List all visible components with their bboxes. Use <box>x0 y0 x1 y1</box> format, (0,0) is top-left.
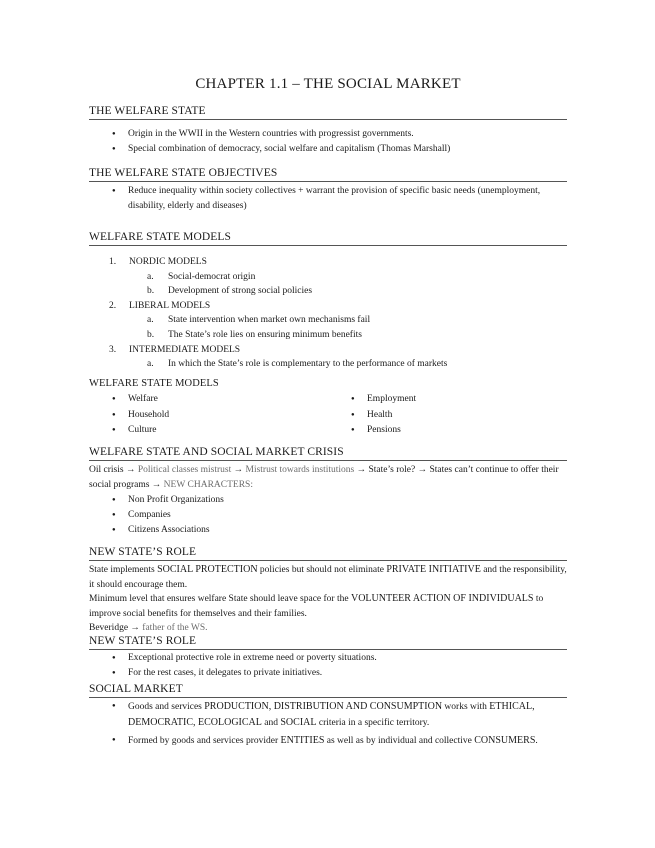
arrow-icon: → <box>125 465 136 475</box>
sub-text: Development of strong social policies <box>168 286 313 297</box>
sub-item <box>89 284 567 299</box>
arrow-icon: → <box>233 465 244 475</box>
sub-item <box>89 313 567 328</box>
list-item: ● Employment <box>328 392 567 408</box>
text: . <box>535 736 538 746</box>
arrow-icon: → <box>417 465 428 475</box>
text: policies but should not eliminate <box>257 565 387 575</box>
bullet-list <box>89 127 567 157</box>
text: Goods and services <box>128 702 205 712</box>
text-emphasis: SOCIAL PROTECTION <box>157 564 258 575</box>
text: as well as by individual and collective <box>324 736 475 746</box>
sub-list <box>129 313 567 342</box>
list-item: ● Culture <box>89 423 328 439</box>
text: works with <box>442 702 490 712</box>
sub-text: Social-democrat origin <box>168 271 256 282</box>
paragraph <box>89 563 567 592</box>
section-new-role <box>89 545 567 636</box>
list-item: ● Health <box>328 408 567 424</box>
list-item <box>89 733 567 749</box>
text: State implements <box>89 565 158 575</box>
section-welfare-state <box>89 104 567 157</box>
crisis-text: States can’t continue to offer their social programs <box>89 465 559 490</box>
list-item: ● Non Profit Organizations <box>89 493 567 508</box>
section-heading: WELFARE STATE MODELS <box>89 378 219 389</box>
list-item: ● Welfare <box>89 392 328 408</box>
text-emphasis: VOLUNTEER ACTION OF INDIVIDUALS <box>350 593 534 604</box>
left-column <box>89 392 328 439</box>
text-emphasis: ETHICAL, DEMOCRATIC, ECOLOGICAL <box>128 701 535 728</box>
list-item <box>89 299 567 343</box>
section-heading: WELFARE STATE AND SOCIAL MARKET CRISIS <box>89 445 567 461</box>
section-models <box>89 230 567 372</box>
bullet-list <box>89 651 567 681</box>
section-new-role-2 <box>89 634 567 681</box>
text-emphasis: PRIVATE INITIATIVE <box>386 564 481 575</box>
list-item: ● Pensions <box>328 423 567 439</box>
section-heading: NEW STATE’S ROLE <box>89 634 567 650</box>
list-item <box>89 343 567 372</box>
list-item: ● Exceptional protective role in extreme need or poverty situations. <box>89 651 567 666</box>
list-item: ● Citizens Associations <box>89 523 567 538</box>
list-number: 1. <box>109 257 117 267</box>
section-social-market <box>89 682 567 749</box>
text: criteria in a specific territory. <box>316 718 430 728</box>
page-title: CHAPTER 1.1 – THE SOCIAL MARKET <box>195 76 461 92</box>
sub-number: a. <box>147 315 154 326</box>
sub-item <box>89 328 567 343</box>
numbered-list <box>89 255 567 372</box>
sub-item <box>89 270 567 285</box>
section-heading: WELFARE STATE MODELS <box>89 230 567 246</box>
crisis-chain <box>89 463 567 492</box>
sub-text: The State’s role lies on ensuring minimum benefits <box>168 329 362 340</box>
section-objectives <box>89 166 567 214</box>
section-heading: SOCIAL MARKET <box>89 682 567 698</box>
list-label: LIBERAL MODELS <box>129 300 211 311</box>
bullet-list <box>89 699 567 749</box>
arrow-icon: → <box>151 479 162 490</box>
paragraph <box>89 592 567 621</box>
sub-text: State intervention when market own mechanisms fail <box>168 315 371 326</box>
two-column-list <box>89 392 567 439</box>
text: and the responsibility, it should encourage them. <box>89 565 567 590</box>
section-crisis <box>89 445 567 538</box>
right-column <box>328 392 567 439</box>
list-item: ● For the rest cases, it delegates to private initiatives. <box>89 666 567 681</box>
crisis-text: NEW CHARACTERS: <box>163 479 253 490</box>
text: father of the WS. <box>142 623 208 633</box>
list-item: ● Companies <box>89 508 567 523</box>
sub-number: b. <box>147 286 155 297</box>
crisis-text: State’s role? <box>368 465 416 475</box>
section-models-columns <box>89 377 567 439</box>
list-item: ● Reduce inequality within society collectives + warrant the provision of specific basic needs (unemployment, disability, elderly and diseases) <box>89 184 567 214</box>
sub-number: a. <box>147 271 154 282</box>
list-number: 3. <box>109 344 117 355</box>
bullet-list <box>89 493 567 538</box>
crisis-text: Mistrust towards institutions <box>245 465 355 475</box>
text-emphasis: PRODUCTION, DISTRIBUTION AND CONSUMPTION <box>204 701 443 712</box>
text-emphasis: CONSUMERS <box>474 735 536 746</box>
sub-text: In which the State’s role is complementary to the performance of markets <box>168 359 448 370</box>
list-item: ● Special combination of democracy, social welfare and capitalism (Thomas Marshall) <box>89 142 567 157</box>
section-heading: THE WELFARE STATE <box>89 104 567 120</box>
crisis-text: Oil crisis <box>89 465 124 475</box>
text: and <box>261 718 281 728</box>
text: Beveridge <box>89 623 129 633</box>
list-label: INTERMEDIATE MODELS <box>129 344 241 355</box>
list-item <box>89 699 567 731</box>
arrow-icon: → <box>130 623 140 633</box>
list-number: 2. <box>109 300 117 311</box>
sub-item <box>89 357 567 372</box>
text: Formed by goods and services provider <box>128 736 281 746</box>
list-label: NORDIC MODELS <box>129 257 207 267</box>
list-item: ● Household <box>89 408 328 424</box>
text-emphasis: SOCIAL <box>280 717 317 728</box>
section-heading: NEW STATE’S ROLE <box>89 545 567 561</box>
text-emphasis: ENTITIES <box>280 735 325 746</box>
sub-number: a. <box>147 359 154 370</box>
text: to improve social benefits for themselves and their families. <box>89 594 544 619</box>
list-item <box>89 255 567 299</box>
list-item: ● Origin in the WWII in the Western countries with progressist governments. <box>89 127 567 142</box>
crisis-text: Political classes mistrust <box>137 465 232 475</box>
bullet-list <box>89 184 567 214</box>
arrow-icon: → <box>356 465 367 475</box>
sub-list <box>129 270 567 299</box>
sub-number: b. <box>147 329 155 340</box>
section-heading: THE WELFARE STATE OBJECTIVES <box>89 166 567 182</box>
sub-list <box>129 357 567 372</box>
text: Minimum level that ensures welfare State should leave space for the <box>89 594 351 604</box>
